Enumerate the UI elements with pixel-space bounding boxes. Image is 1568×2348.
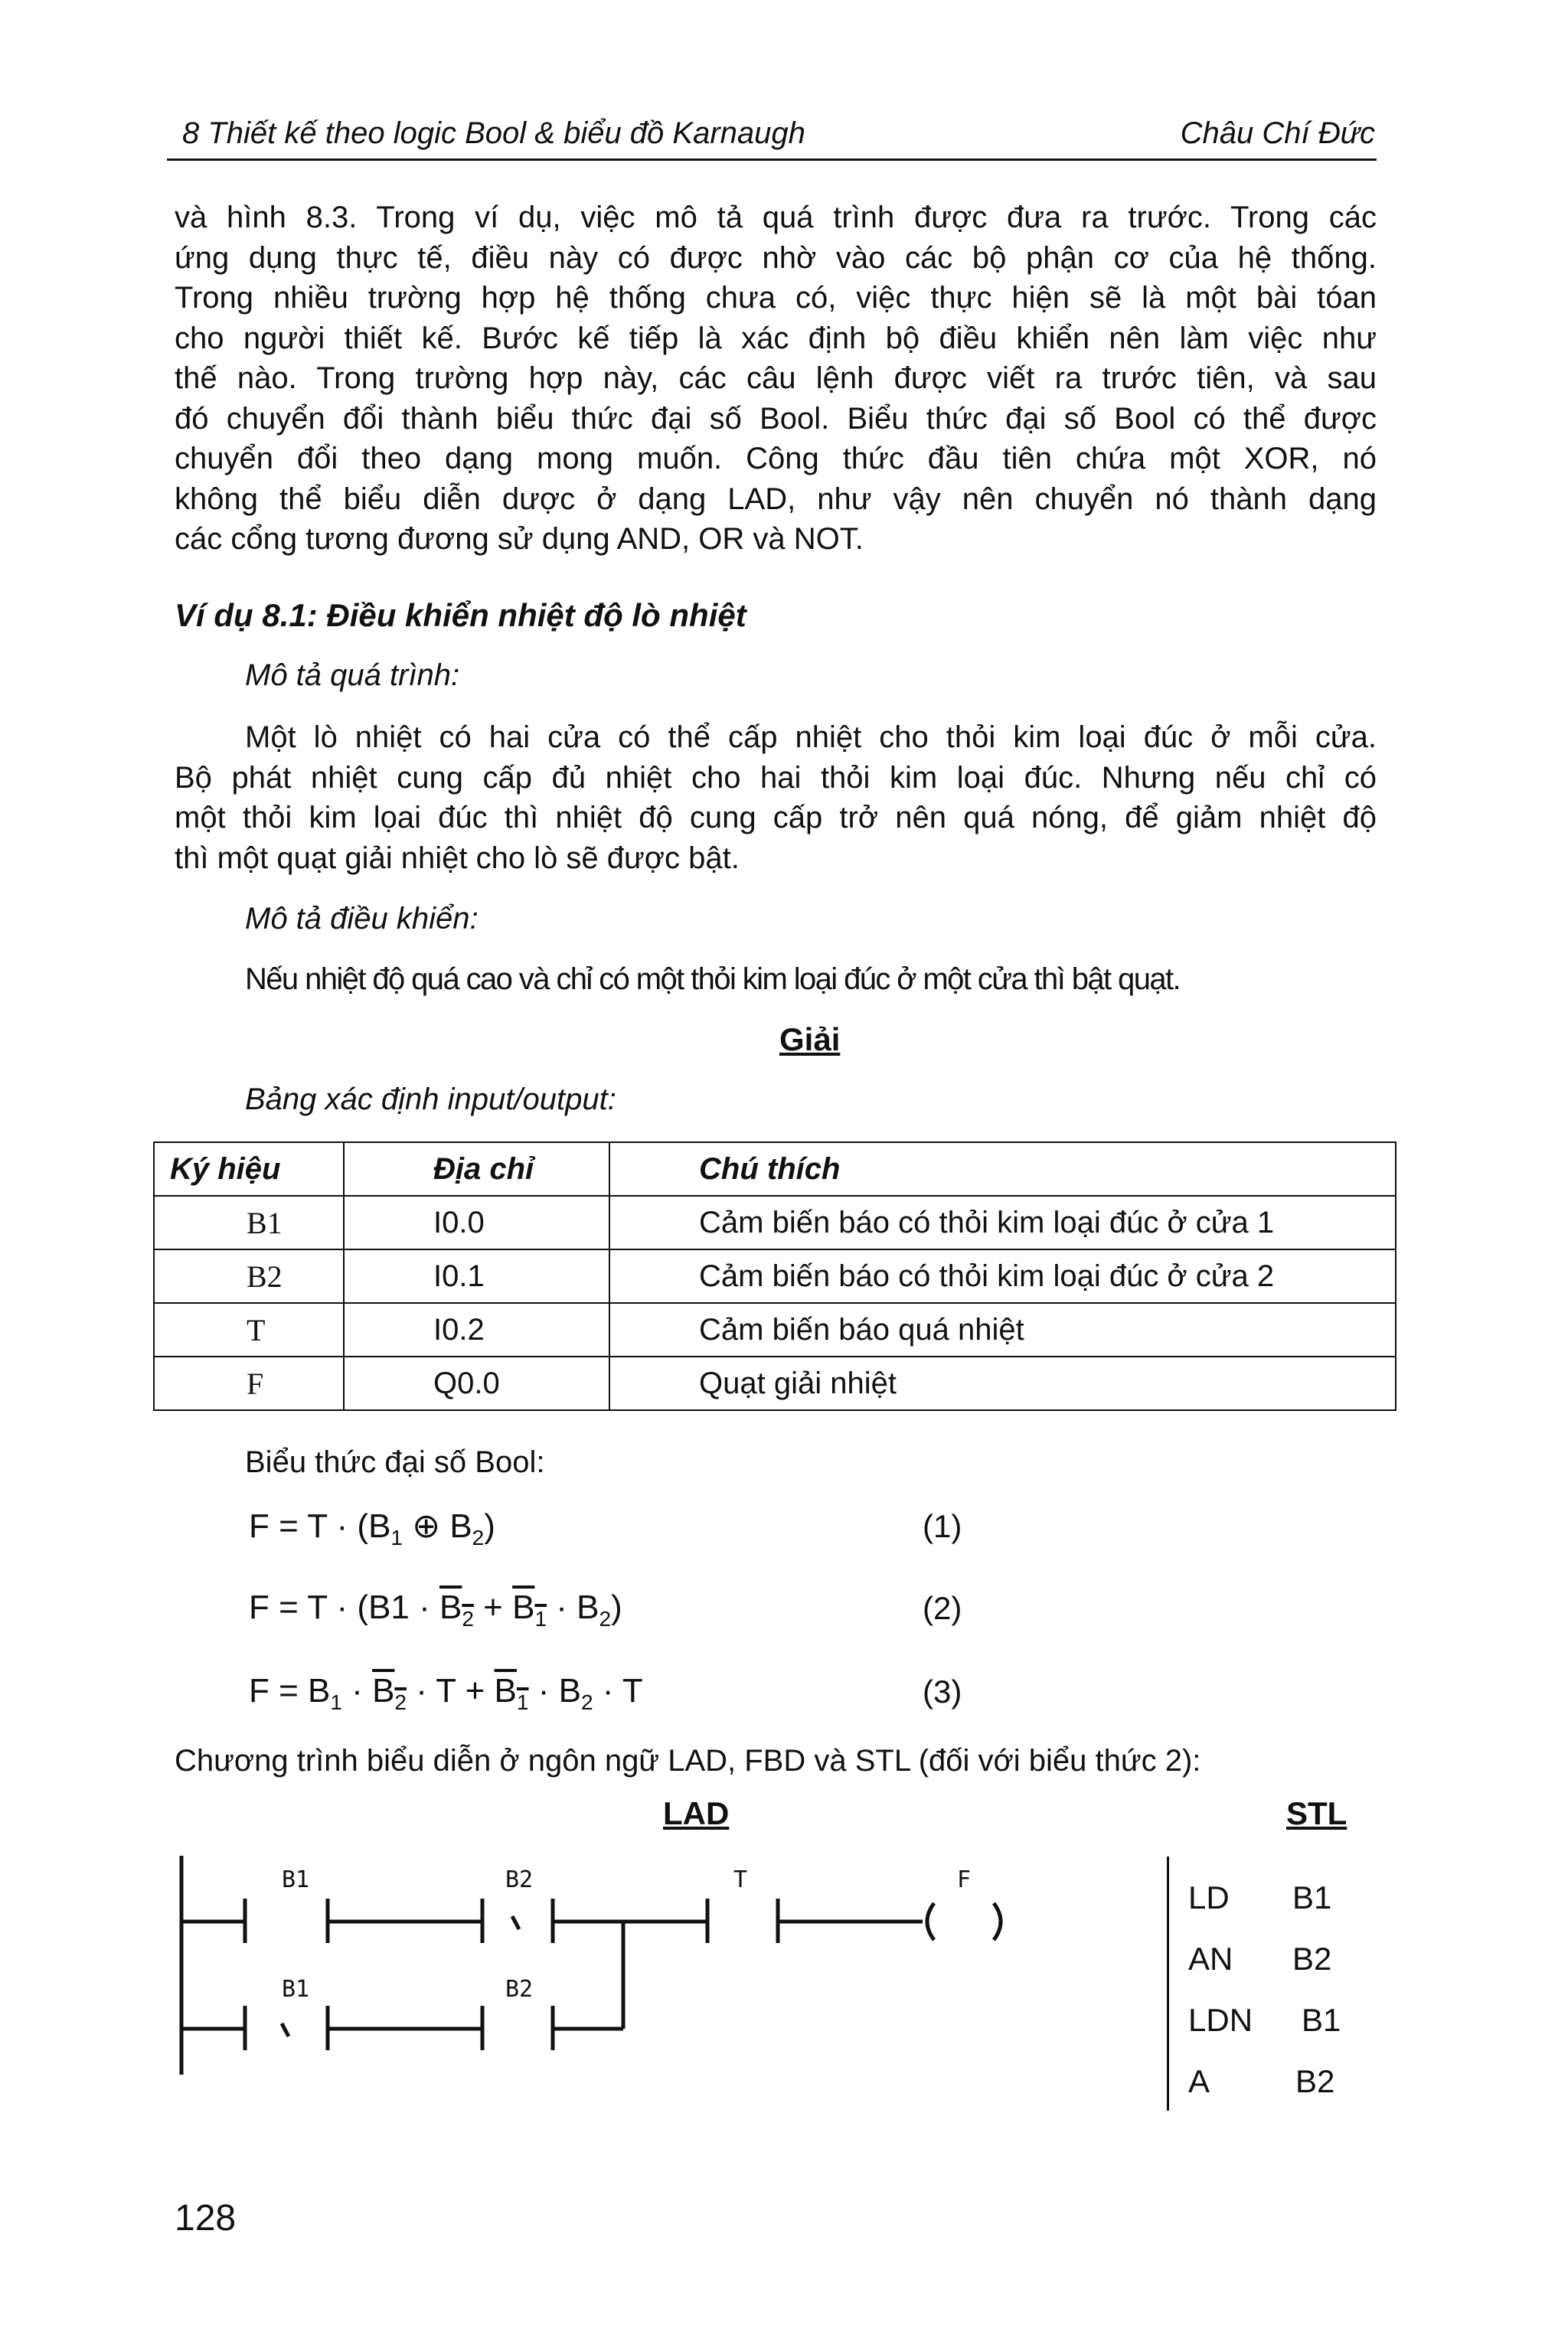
intro-line: các cổng tương đương sử dụng AND, OR và NOT. bbox=[175, 522, 864, 556]
intro-line: đó chuyển đổi thành biểu thức đại số Bool. Biểu thức đại số Bool có thể được bbox=[175, 401, 1377, 436]
header-note: Chú thích bbox=[609, 1142, 1396, 1196]
intro-line: thế nào. Trong trường hợp này, các câu lệnh được viết ra trước tiên, và sau bbox=[175, 361, 1377, 395]
lad-title: LAD bbox=[663, 1795, 730, 1831]
cell-symbol: B1 bbox=[154, 1196, 344, 1249]
stl-op: A bbox=[1188, 2063, 1210, 2099]
io-table bbox=[153, 1141, 1396, 1411]
stl-divider bbox=[1167, 1857, 1169, 2111]
intro-line: ứng dụng thực tế, điều này có được nhờ vào các bộ phận cơ của hệ thống. bbox=[175, 240, 1377, 275]
cell-address: I0.2 bbox=[344, 1303, 609, 1357]
process-line: Bộ phát nhiệt cung cấp đủ nhiệt cho hai thỏi kim loại đúc. Nhưng nếu chỉ có bbox=[175, 760, 1377, 795]
stl-arg: B2 bbox=[1292, 1941, 1332, 1977]
stl-arg: B2 bbox=[1295, 2063, 1335, 2099]
running-header-author: Châu Chí Đức bbox=[1180, 116, 1375, 150]
example-title: Ví dụ 8.1: Điều khiển nhiệt độ lò nhiệt bbox=[175, 597, 746, 633]
cell-address: I0.1 bbox=[344, 1249, 609, 1303]
coil-right bbox=[994, 1903, 1001, 1940]
solution-heading: Giải bbox=[779, 1021, 841, 1057]
intro-line: cho người thiết kế. Bước kế tiếp là xác định bộ điều khiển nên làm việc như bbox=[175, 321, 1377, 355]
table-row bbox=[154, 1196, 1396, 1249]
lad-label-b2: B2 bbox=[505, 1866, 534, 1893]
intro-line: không thể biểu diễn dược ở dạng LAD, như vậy nên chuyển nó thành dạng bbox=[175, 482, 1377, 516]
control-text: Nếu nhiệt độ quá cao và chỉ có một thỏi kim loại đúc ở một cửa thì bật quạt. bbox=[245, 962, 1181, 996]
contact-b2-negation bbox=[512, 1916, 519, 1929]
page-number: 128 bbox=[175, 2198, 237, 2239]
process-line: một thỏi kim lọai đúc thì nhiệt độ cung cấp trở nên quá nóng, để giảm nhiệt độ bbox=[175, 801, 1377, 834]
equation-2: $F = T \cdot (B1 \cdot B_2 + B_1 \cdot B_2)$ bbox=[249, 1589, 622, 1631]
coil-left bbox=[927, 1903, 934, 1940]
header-address: Địa chỉ bbox=[344, 1142, 609, 1196]
stl-op: AN bbox=[1188, 1941, 1233, 1977]
table-row bbox=[154, 1249, 1396, 1303]
lad-diagram bbox=[168, 1845, 1041, 2090]
header-symbol: Ký hiệu bbox=[154, 1142, 344, 1196]
cell-note: Quạt giải nhiệt bbox=[609, 1357, 1396, 1410]
lad-label-b1: B1 bbox=[282, 1866, 310, 1893]
process-line: thì một quạt giải nhiệt cho lò sẽ được bật. bbox=[175, 841, 740, 875]
table-header-row bbox=[154, 1142, 1396, 1196]
intro-line: chuyển đổi theo dạng mong muốn. Công thức đầu tiên chứa một XOR, nó bbox=[175, 442, 1377, 475]
program-heading: Chương trình biểu diễn ở ngôn ngữ LAD, FBD và STL (đối với biểu thức 2): bbox=[175, 1744, 1201, 1778]
cell-symbol: T bbox=[154, 1303, 344, 1357]
table-row bbox=[154, 1303, 1396, 1357]
stl-title: STL bbox=[1286, 1795, 1348, 1831]
lad-label-b2-rung2: B2 bbox=[505, 1976, 534, 2003]
equation-1-number: (1) bbox=[923, 1508, 962, 1544]
table-caption: Bảng xác định input/output: bbox=[245, 1083, 616, 1116]
equation-1: $F = T \cdot (B_1$ ⊕ $B_2$) bbox=[249, 1507, 495, 1550]
header-divider bbox=[167, 158, 1377, 161]
cell-symbol: B2 bbox=[154, 1249, 344, 1303]
cell-note: Cảm biến báo quá nhiệt bbox=[609, 1303, 1396, 1357]
control-heading: Mô tả điều khiển: bbox=[245, 902, 479, 936]
process-line: Một lò nhiệt có hai cửa có thể cấp nhiệt cho thỏi kim loại đúc ở mỗi cửa. bbox=[245, 720, 1377, 754]
process-heading: Mô tả quá trình: bbox=[245, 658, 460, 692]
bool-heading: Biểu thức đại số Bool: bbox=[245, 1445, 545, 1479]
lad-label-b1-rung2: B1 bbox=[282, 1976, 310, 2003]
cell-symbol: F bbox=[154, 1357, 344, 1410]
contact-b1-negation bbox=[282, 2023, 289, 2036]
stl-arg: B1 bbox=[1302, 2002, 1341, 2038]
intro-paragraph bbox=[175, 198, 1377, 560]
equation-2-number: (2) bbox=[923, 1590, 962, 1626]
cell-note: Cảm biến báo có thỏi kim loại đúc ở cửa 1 bbox=[609, 1196, 1396, 1249]
stl-arg: B1 bbox=[1292, 1879, 1332, 1915]
running-header-title: 8 Thiết kế theo logic Bool & biểu đồ Karnaugh bbox=[182, 116, 805, 150]
equation-3: $F = B_1 \cdot B_2 \cdot T + B_1 \cdot B_2 \cdot T$ bbox=[249, 1672, 643, 1714]
equation-3-number: (3) bbox=[923, 1674, 962, 1710]
intro-line: và hình 8.3. Trong ví dụ, việc mô tả quá trình được đưa ra trước. Trong các bbox=[175, 201, 1377, 234]
process-paragraph bbox=[175, 717, 1377, 878]
table-row bbox=[154, 1357, 1396, 1410]
cell-address: Q0.0 bbox=[344, 1357, 609, 1410]
intro-line: Trong nhiều trường hợp hệ thống chưa có, việc thực hiện sẽ là một bài tóan bbox=[175, 281, 1377, 315]
cell-address: I0.0 bbox=[344, 1196, 609, 1249]
cell-note: Cảm biến báo có thỏi kim loại đúc ở cửa 2 bbox=[609, 1249, 1396, 1303]
lad-label-f: F bbox=[957, 1866, 972, 1893]
stl-op: LDN bbox=[1188, 2002, 1253, 2038]
lad-label-t: T bbox=[733, 1866, 748, 1893]
stl-op: LD bbox=[1188, 1879, 1230, 1915]
